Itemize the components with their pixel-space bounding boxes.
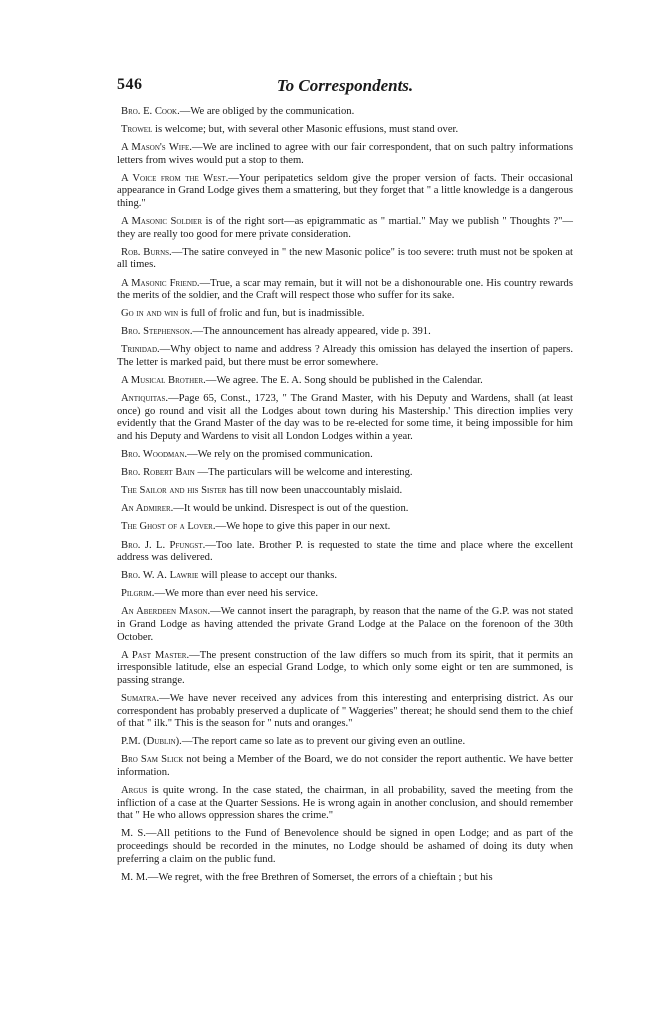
correspondent-name: Bro. Woodman. [121, 449, 188, 461]
paragraph [117, 308, 573, 321]
paragraph [117, 124, 573, 137]
paragraph-text: —We are obliged by the communication. [179, 106, 355, 117]
correspondent-name: Bro. J. L. Pfungst. [121, 539, 206, 551]
correspondent-name: The Sailor and his Sister [121, 485, 227, 497]
paragraph [117, 828, 573, 866]
paragraph [117, 606, 573, 644]
paragraph-text: —Why object to name and address ? Already this omission has delayed the insertion of papers. The letter is marked paid, but there must be error somewhere. [117, 344, 573, 368]
correspondent-name: M. S. [121, 828, 146, 840]
paragraph [117, 375, 573, 388]
paragraph-text: —We have never received any advices from this interesting and enterprising district. As our correspondent has probably preserved a duplicate of " Waggeries" thereat; he should send them to the chief of that " ilk." This is the season for " nuts and oranges." [117, 692, 573, 730]
correspondent-name: Trinidad. [121, 344, 160, 356]
correspondent-name: Bro. W. A. Lawrie [121, 570, 199, 582]
correspondent-name: Pilgrim. [121, 588, 155, 600]
paragraph [117, 588, 573, 601]
paragraph [117, 503, 573, 516]
paragraph-text: —We are inclined to agree with our fair correspondent, that on such paltry informations letters from wives would put a stop to them. [117, 142, 573, 166]
paragraph-text: —We rely on the promised communication. [187, 449, 373, 461]
correspondent-name: Bro. Stephenson. [121, 326, 193, 338]
correspondent-name: Bro Sam Slick [121, 754, 184, 766]
correspondent-name: A Mason's Wife. [121, 142, 192, 154]
correspondent-name: The Ghost of a Lover. [121, 521, 216, 533]
paragraph [117, 485, 573, 498]
running-title: To Correspondents. [276, 76, 414, 95]
page-number: 546 [117, 76, 143, 93]
paragraph [117, 247, 573, 272]
paragraph-text: has till now been unaccountably mislaid. [226, 485, 403, 497]
paragraph [117, 736, 573, 749]
paragraph [117, 785, 573, 823]
correspondent-name: An Admirer. [121, 503, 174, 515]
paragraph-text: —Page 65, Const., 1723, " The Grand Master, with his Deputy and Wardens, shall (at least once) go round and visit all the Lodges about town during his Mastership.' This direction implies very evidently that the Grand Master of the day was to be re-elected for some time, it being impossible for him and his Deputy and Wardens to visit all London Lodges within a year. [117, 393, 573, 442]
paragraph [117, 872, 573, 885]
correspondent-name: An Aberdeen Mason. [121, 606, 211, 618]
correspondent-name: Argus [121, 785, 148, 797]
paragraph [117, 754, 573, 779]
paragraph [117, 650, 573, 688]
paragraph [117, 393, 573, 443]
correspondent-name: A Voice from the West. [121, 172, 229, 184]
paragraph-text: —True, a scar may remain, but it will not be a dishonourable one. His country rewards the merits of the soldier, and the Craft will respect those who suffer for its sake. [117, 277, 573, 302]
paragraph-text: —We regret, with the free Brethren of Somerset, the errors of a chieftain ; but his [147, 871, 493, 883]
paragraph-text: is quite wrong. In the case stated, the chairman, in all probability, saved the meeting from the infliction of a case at the Quarter Sessions. He is wrong again in another conclusion, and should remember that " He who allows oppression shares the crime." [117, 785, 573, 822]
paragraph-text: —Your peripatetics seldom give the proper version of facts. Their occasional appearance in Grand Lodge gives them a smattering, but they forget that " a little knowledge is a dangerous thing." [117, 172, 573, 210]
paragraph [117, 521, 573, 534]
correspondence-column [117, 106, 573, 884]
paragraph-text: is welcome; but, with several other Masonic effusions, must stand over. [152, 124, 459, 136]
paragraph [117, 106, 573, 119]
correspondent-name: P.M. (Dublin). [121, 736, 182, 748]
paragraph-text: —We agree. The E. A. Song should be published in the Calendar. [205, 375, 483, 387]
correspondent-name: A Musical Brother. [121, 375, 206, 387]
correspondent-name: M. M. [121, 871, 148, 883]
paragraph-text: not being a Member of the Board, we do not consider the report authentic. We have better information. [117, 754, 573, 778]
paragraph [117, 693, 573, 731]
paragraph-text: —The satire conveyed in " the new Masonic police" is too severe: truth must not be spoken at all times. [117, 246, 573, 271]
paragraph-text: —It would be unkind. Disrespect is out of the question. [173, 503, 409, 515]
correspondent-name: Trowel [121, 124, 153, 136]
paragraph-text: is full of frolic and fun, but is inadmissible. [178, 308, 365, 320]
paragraph [117, 142, 573, 167]
correspondent-name: Rob. Burns. [121, 246, 172, 258]
paragraph-text: —All petitions to the Fund of Benevolence should be signed in open Lodge; and as part of the proceedings should be recorded in the minutes, no Lodge should be ashamed of doing its duty when preferring a claim on the public fund. [117, 828, 573, 865]
correspondent-name: A Masonic Friend. [121, 277, 200, 289]
correspondent-name: Sumatra. [121, 692, 160, 704]
paragraph [117, 278, 573, 303]
paragraph [117, 173, 573, 211]
paragraph-text: —We cannot insert the paragraph, by reason that the name of the G.P. was not stated in Grand Lodge as having attended the private Grand Lodge at the Palace on the forenoon of the 30th October. [117, 606, 573, 643]
paragraph-text: —The particulars will be welcome and interesting. [194, 467, 413, 479]
correspondent-name: Antiquitas. [121, 393, 169, 405]
paragraph [117, 344, 573, 369]
paragraph [117, 540, 573, 565]
page-header [117, 76, 573, 100]
paragraph [117, 570, 573, 583]
paragraph-text: —We more than ever need his service. [154, 588, 319, 600]
correspondent-name: A Past Master. [121, 649, 190, 661]
correspondent-name: Bro. E. Cook. [121, 106, 180, 117]
paragraph [117, 216, 573, 241]
paragraph-text: —The present construction of the law differs so much from its spirit, that it permits an irresponsible latitude, else an especial Grand Lodge, to which only some eight or ten are summoned, is passing strange. [117, 649, 573, 686]
paragraph [117, 449, 573, 462]
paragraph [117, 467, 573, 480]
paragraph-text: —The announcement has already appeared, vide p. 391. [192, 326, 431, 338]
paragraph-text: will please to accept our thanks. [198, 570, 337, 582]
correspondent-name: A Masonic Soldier [121, 216, 202, 228]
correspondent-name: Bro. Robert Bain [121, 467, 195, 479]
paragraph [117, 326, 573, 339]
paragraph-text: is of the right sort—as epigrammatic as " martial." May we publish " Thoughts ?"—they are really too good for mere private consideration. [117, 216, 573, 240]
paragraph-text: —We hope to give this paper in our next. [215, 521, 391, 533]
correspondent-name: Go in and win [121, 308, 179, 320]
paragraph-text: —The report came so late as to prevent our giving even an outline. [181, 736, 466, 748]
paragraph-text: —Too late. Brother P. is requested to state the time and place where the excellent address was delivered. [117, 539, 574, 564]
